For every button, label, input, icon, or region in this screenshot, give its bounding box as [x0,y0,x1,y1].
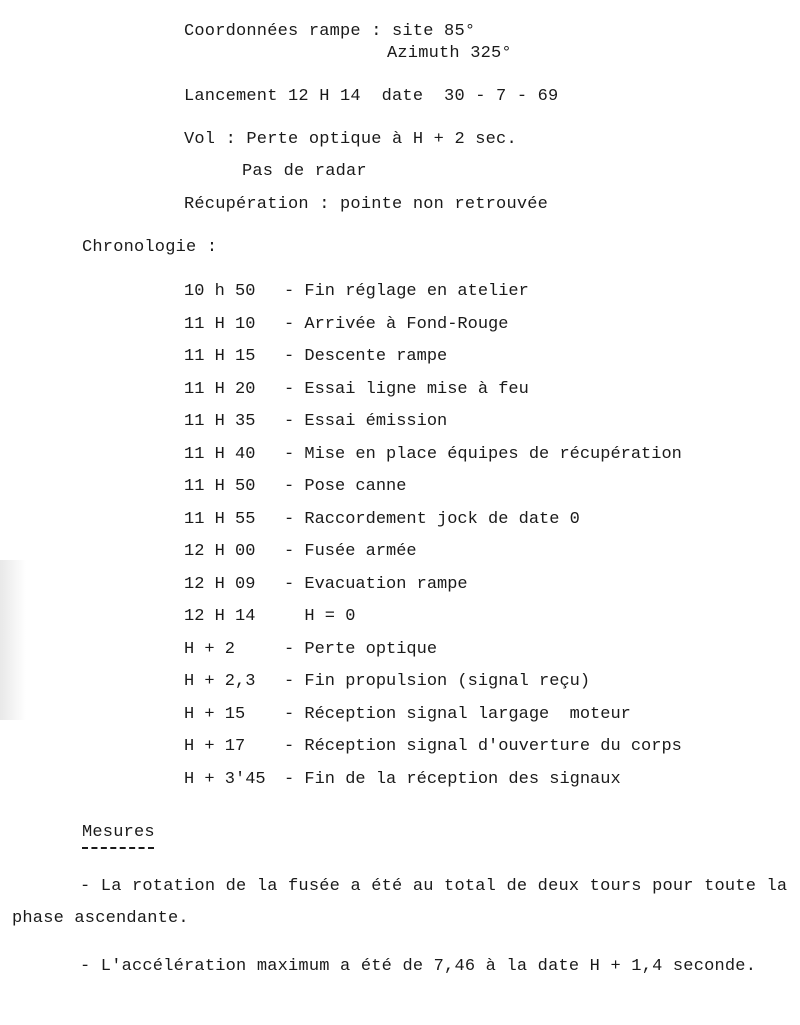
measures-paragraph-1-line-2: phase ascendante. [12,909,189,928]
chronology-row [184,769,621,791]
chronology-row [184,281,529,303]
chronology-row [184,736,682,758]
chronology-time: 11 H 40 [184,444,256,464]
chronology-row [184,574,468,596]
chronology-title: Chronologie : [82,238,218,257]
radar-line: Pas de radar [242,162,367,181]
chronology-event: - Fusée armée [284,542,417,561]
chronology-row [184,476,406,498]
chronology-time: 12 H 09 [184,574,256,594]
chronology-event: - Essai ligne mise à feu [284,379,529,399]
chronology-event: - Réception signal largage moteur [284,704,631,724]
chronology-time: 11 H 10 [184,314,256,334]
chronology-row [184,346,447,368]
measures-underline [82,847,154,849]
chronology-event: - Fin réglage en atelier [284,282,529,301]
chronology-row [184,606,355,628]
chronology-event: - Réception signal d'ouverture du corps [284,737,682,756]
chronology-event: - Mise en place équipes de récupération [284,444,682,464]
chronology-time: 11 H 15 [184,347,256,366]
chronology-row [184,411,447,433]
chronology-time: H + 17 [184,737,246,756]
chronology-time: H + 2 [184,639,236,659]
chronology-time: 11 H 50 [184,477,256,496]
chronology-event: - Fin propulsion (signal reçu) [284,672,591,691]
chronology-event: - Raccordement jock de date 0 [284,509,580,529]
chronology-event: - Arrivée à Fond-Rouge [284,314,509,334]
measures-title: Mesures [82,823,155,842]
chronology-event: - Evacuation rampe [284,574,468,594]
launch-line: Lancement 12 H 14 date 30 - 7 - 69 [184,87,559,106]
chronology-time: 12 H 00 [184,542,256,561]
measures-paragraph-1-line-1: - La rotation de la fusée a été au total de deux tours pour toute la [80,877,788,896]
chronology-row [184,639,437,661]
chronology-time: 12 H 14 [184,607,256,626]
chronology-time: 11 H 55 [184,509,256,529]
chronology-event: - Essai émission [284,412,448,431]
chronology-event: - Pose canne [284,477,407,496]
chronology-time: 10 h 50 [184,282,256,301]
chronology-event: - Perte optique [284,639,438,659]
chronology-event: H = 0 [284,607,356,626]
measures-paragraph-2: - L'accélération maximum a été de 7,46 à la date H + 1,4 seconde. [80,957,757,976]
chronology-row [184,671,590,693]
paper-shadow [0,560,26,720]
recovery-line: Récupération : pointe non retrouvée [184,195,549,214]
flight-line: Vol : Perte optique à H + 2 sec. [184,130,517,149]
chronology-row [184,509,580,531]
chronology-event: - Fin de la réception des signaux [284,769,621,789]
chronology-row [184,444,682,466]
chronology-time: 11 H 20 [184,379,256,399]
chronology-time: H + 3'45 [184,769,266,789]
chronology-row [184,314,508,336]
chronology-time: 11 H 35 [184,412,256,431]
azimuth-line: Azimuth 325° [387,44,512,63]
chronology-time: H + 15 [184,704,246,724]
chronology-time: H + 2,3 [184,672,256,691]
coordinates-line: Coordonnées rampe : site 85° [184,22,476,41]
chronology-row [184,379,529,401]
chronology-event: - Descente rampe [284,347,448,366]
chronology-row [184,541,417,563]
chronology-row [184,704,631,726]
